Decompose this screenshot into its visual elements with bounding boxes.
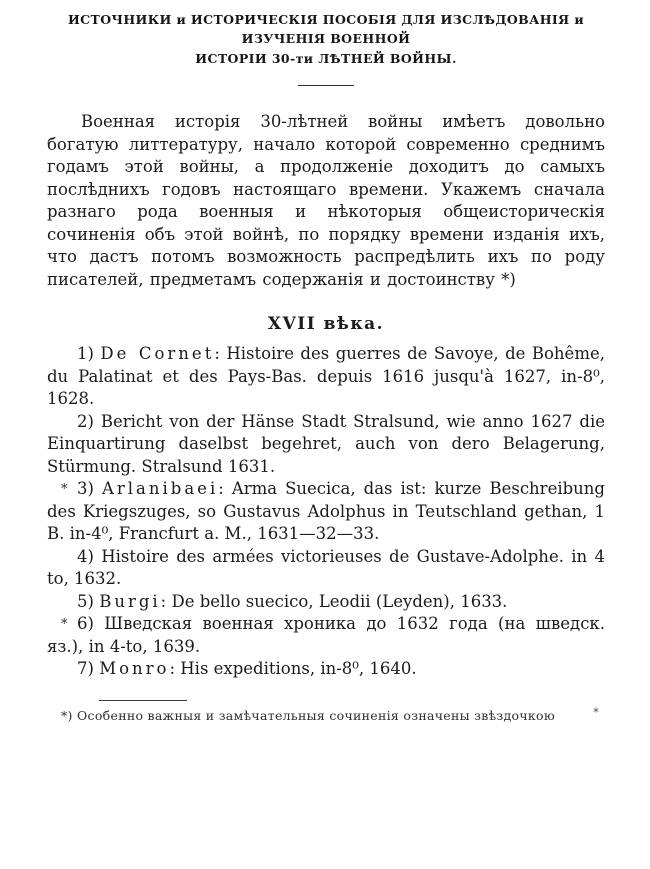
footnote-end-mark: * — [593, 705, 599, 719]
author-name: Burgi — [99, 591, 161, 611]
entry-number: 4) — [77, 546, 102, 566]
entry-number: 2) — [77, 411, 101, 431]
section-heading: XVII вѣка. — [267, 314, 385, 335]
intro-paragraph: Военная исторія 30-лѣтней войны имѣетъ довольно богатую литтературу, начало которой современно среднимъ годамъ этой войны, а продолженіе доходитъ до самыхъ послѣднихъ годовъ настоящаго времени. Укажемъ сначала разнаго рода военныя и нѣкоторыя общеисторическія сочиненія объ этой войнѣ, по порядку времени изданія ихъ, что дастъ потомъ возможность распредѣлить ихъ по роду писателей, предметамъ содержанія и достоинству *) — [47, 112, 605, 289]
entry-text: : Arma Suecica, das ist: kurze Beschreibung des Kriegszuges, so Gustavus Adolphus in Teutschland gethan, 1 B. in-4⁰, Francfurt a. M., 1631—32—33. — [47, 479, 605, 544]
entry-number: 1) — [77, 344, 101, 364]
entry-text: : His expeditions, in-8⁰, 1640. — [169, 659, 417, 679]
entry-text: : De bello suecico, Leodii (Leyden), 1633. — [160, 591, 508, 611]
entry-number: 7) — [77, 659, 100, 679]
entry-number: 3) — [77, 479, 102, 499]
bibliography-entry — [47, 658, 605, 681]
entry-text: Histoire des armées victorieuses de Gustave-Adolphe. in 4 to, 1632. — [47, 546, 605, 589]
bibliography-entry — [47, 546, 605, 591]
bibliography-entry — [47, 343, 605, 411]
star-marker: * — [61, 482, 68, 498]
entry-number: 5) — [77, 591, 100, 611]
footnote-divider-rule — [99, 700, 187, 701]
header-line-2: ИСТОРІИ 30-ти ЛѢТНЕЙ ВОЙНЫ. — [195, 50, 457, 66]
footnote-text: *) Особенно важныя и замѣчательныя сочиненія означены звѣздочкою — [61, 707, 556, 723]
entry-text: Bericht von der Hänse Stadt Stralsund, wie anno 1627 die Einquartirung daselbst begehret, auch von dero Belagerung, Stürmung. Stralsund 1631. — [47, 411, 606, 476]
footnote — [61, 705, 605, 723]
author-name: Monro — [99, 659, 170, 679]
author-name: Arlanibaei — [101, 479, 219, 499]
star-marker: * — [61, 617, 68, 633]
bibliography-entry — [47, 411, 605, 479]
bibliography-list — [47, 343, 605, 681]
entry-text: : Histoire des guerres de Savoye, de Bohême, du Palatinat et des Pays-Bas. depuis 1616 jusqu'à 1627, in-8⁰, 1628. — [47, 344, 605, 409]
author-name: De Cornet — [100, 344, 215, 364]
entry-number: 6) — [77, 614, 105, 634]
header-line-1: ИСТОЧНИКИ и ИСТОРИЧЕСКІЯ ПОСОБІЯ ДЛЯ ИЗСЛѢДОВАНІЯ и ИЗУЧЕНІЯ ВОЕННОЙ — [67, 12, 585, 47]
page-header — [47, 10, 605, 68]
bibliography-entry — [47, 591, 605, 614]
entry-text: Шведская военная хроника до 1632 года (на шведск. яз.), in 4-to, 1639. — [47, 614, 605, 656]
bibliography-entry — [47, 613, 605, 658]
header-divider-rule — [298, 85, 354, 86]
bibliography-entry — [47, 478, 605, 546]
